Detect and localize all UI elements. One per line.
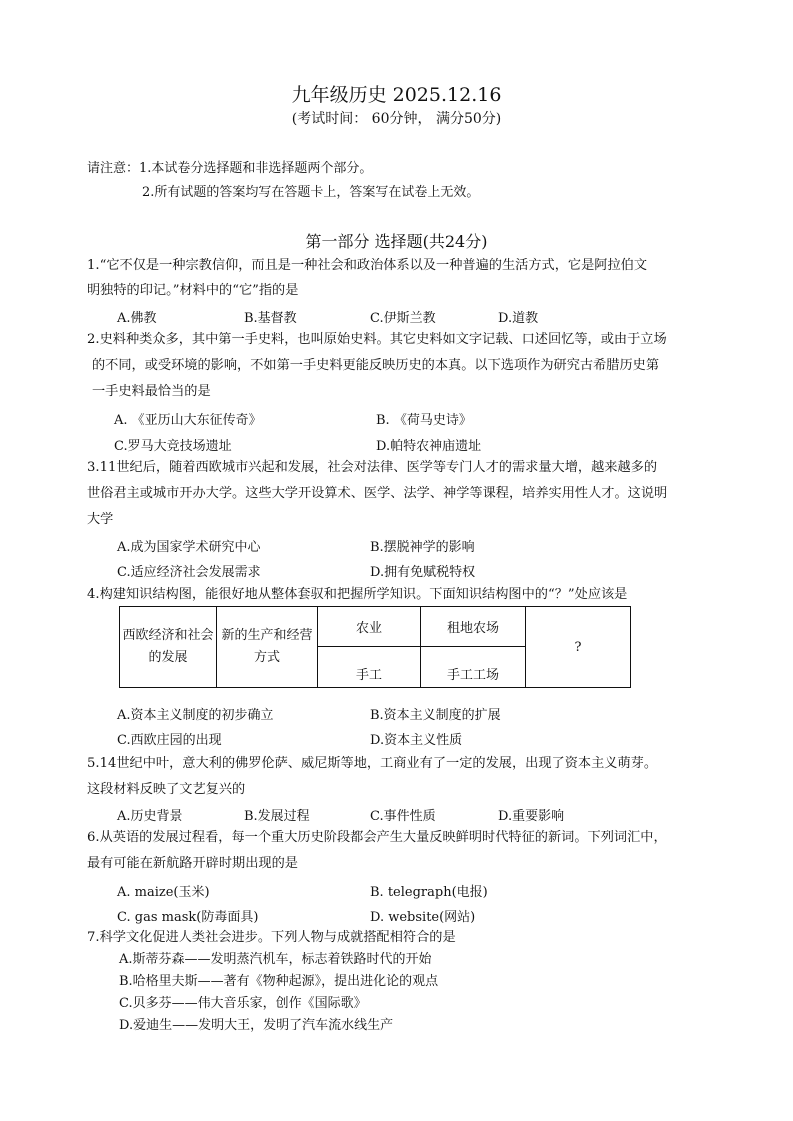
knowledge-structure-table [119, 606, 631, 688]
q6-stem-1: 6.从英语的发展过程看，每一个重大历史阶段都会产生大量反映鲜明时代特征的新词。下列词汇中， [87, 830, 667, 845]
q5-option-c: C.事件性质 [370, 809, 436, 824]
q1-stem-2: 明独特的印记。”材料中的“它”指的是 [87, 283, 299, 298]
q6-stem-2: 最有可能在新航路开辟时期出现的是 [87, 856, 298, 871]
table-cell-economy: 西欧经济和社会的发展 [120, 607, 217, 688]
q3-option-c: C.适应经济社会发展需求 [117, 565, 261, 580]
q3-option-b: B.摆脱神学的影响 [370, 540, 475, 555]
exam-info: (考试时间： 60分钟， 满分50分) [291, 111, 502, 127]
q4-stem-1: 4.构建知识结构图，能很好地从整体套驭和把握所学知识。下面知识结构图中的“？”处应该是 [87, 587, 628, 602]
q2-option-a: A. 《亚历山大东征传奇》 [114, 413, 262, 428]
q7-option-a: A.斯蒂芬森——发明蒸汽机车，标志着铁路时代的开始 [119, 952, 432, 967]
page-title: 九年级历史 2025.12.16 [291, 84, 502, 106]
q6-option-b: B. telegraph(电报) [370, 885, 488, 900]
q4-option-c: C.西欧庄园的出现 [117, 733, 222, 748]
q2-option-c: C.罗马大竞技场遗址 [114, 439, 232, 454]
q5-option-a: A.历史背景 [117, 809, 183, 824]
q5-option-d: D.重要影响 [498, 809, 565, 824]
q1-option-b: B.基督教 [244, 311, 297, 326]
q2-stem-2: 的不同，或受环境的影响，不如第一手史料更能反映历史的本真。以下选项作为研究古希腊历史第 [92, 358, 660, 373]
q2-option-b: B. 《荷马史诗》 [376, 413, 472, 428]
q5-option-b: B.发展过程 [244, 809, 310, 824]
q5-stem-1: 5.14世纪中叶，意大利的佛罗伦萨、威尼斯等地，工商业有了一定的发展，出现了资本主义萌芽。 [87, 756, 658, 771]
q3-stem-2: 世俗君主或城市开办大学。这些大学开设算术、医学、法学、神学等课程，培养实用性人才。这说明 [87, 486, 668, 501]
table-cell-production: 新的生产和经营方式 [217, 607, 318, 688]
section-title: 第一部分 选择题(共24分) [305, 232, 488, 251]
table-cell-handicraft: 手工 [318, 647, 421, 688]
table-cell-workshop: 手工工场 [421, 647, 526, 688]
q4-option-b: B.资本主义制度的扩展 [370, 708, 501, 723]
q6-option-c: C. gas mask(防毒面具) [117, 910, 259, 925]
q2-option-d: D.帕特农神庙遗址 [376, 439, 482, 454]
q3-stem-3: 大学 [87, 512, 114, 527]
q1-option-d: D.道教 [498, 311, 539, 326]
notice-line-1: 请注意：1.本试卷分选择题和非选择题两个部分。 [87, 161, 373, 176]
table-cell-question: ? [526, 607, 631, 688]
q7-option-d: D.爱迪生——发明大王，发明了汽车流水线生产 [119, 1018, 394, 1033]
q4-option-a: A.资本主义制度的初步确立 [117, 708, 274, 723]
notice-line-2: 2.所有试题的答案均写在答题卡上，答案写在试卷上无效。 [142, 185, 480, 200]
q3-option-a: A.成为国家学术研究中心 [117, 540, 261, 555]
q1-stem-1: 1.“它不仅是一种宗教信仰，而且是一种社会和政治体系以及一种普遍的生活方式，它是阿拉伯文 [87, 258, 648, 273]
q2-stem-3: 一手史料最恰当的是 [92, 384, 211, 399]
q2-stem-1: 2.史料种类众多，其中第一手史料，也叫原始史料。其它史料如文字记载、口述回忆等，或由于立场 [87, 332, 667, 347]
q7-option-b: B.哈格里夫斯——著有《物种起源》，提出进化论的观点 [119, 974, 439, 989]
q5-stem-2: 这段材料反映了文艺复兴的 [87, 782, 246, 797]
q1-option-c: C.伊斯兰教 [370, 311, 436, 326]
q6-option-a: A. maize(玉米) [117, 885, 210, 900]
q1-option-a: A.佛教 [117, 311, 157, 326]
table-cell-agriculture: 农业 [318, 607, 421, 647]
q7-option-c: C.贝多芬——伟大音乐家，创作《国际歌》 [119, 996, 367, 1011]
q4-option-d: D.资本主义性质 [370, 733, 463, 748]
q6-option-d: D. website(网站) [370, 910, 476, 925]
table-cell-tenant-farm: 租地农场 [421, 607, 526, 647]
q7-stem-1: 7.科学文化促进人类社会进步。下列人物与成就搭配相符合的是 [87, 930, 456, 945]
q3-option-d: D.拥有免赋税特权 [370, 565, 476, 580]
q3-stem-1: 3.11世纪后，随着西欧城市兴起和发展，社会对法律、医学等专门人才的需求量大增，越来越多的 [87, 460, 658, 475]
